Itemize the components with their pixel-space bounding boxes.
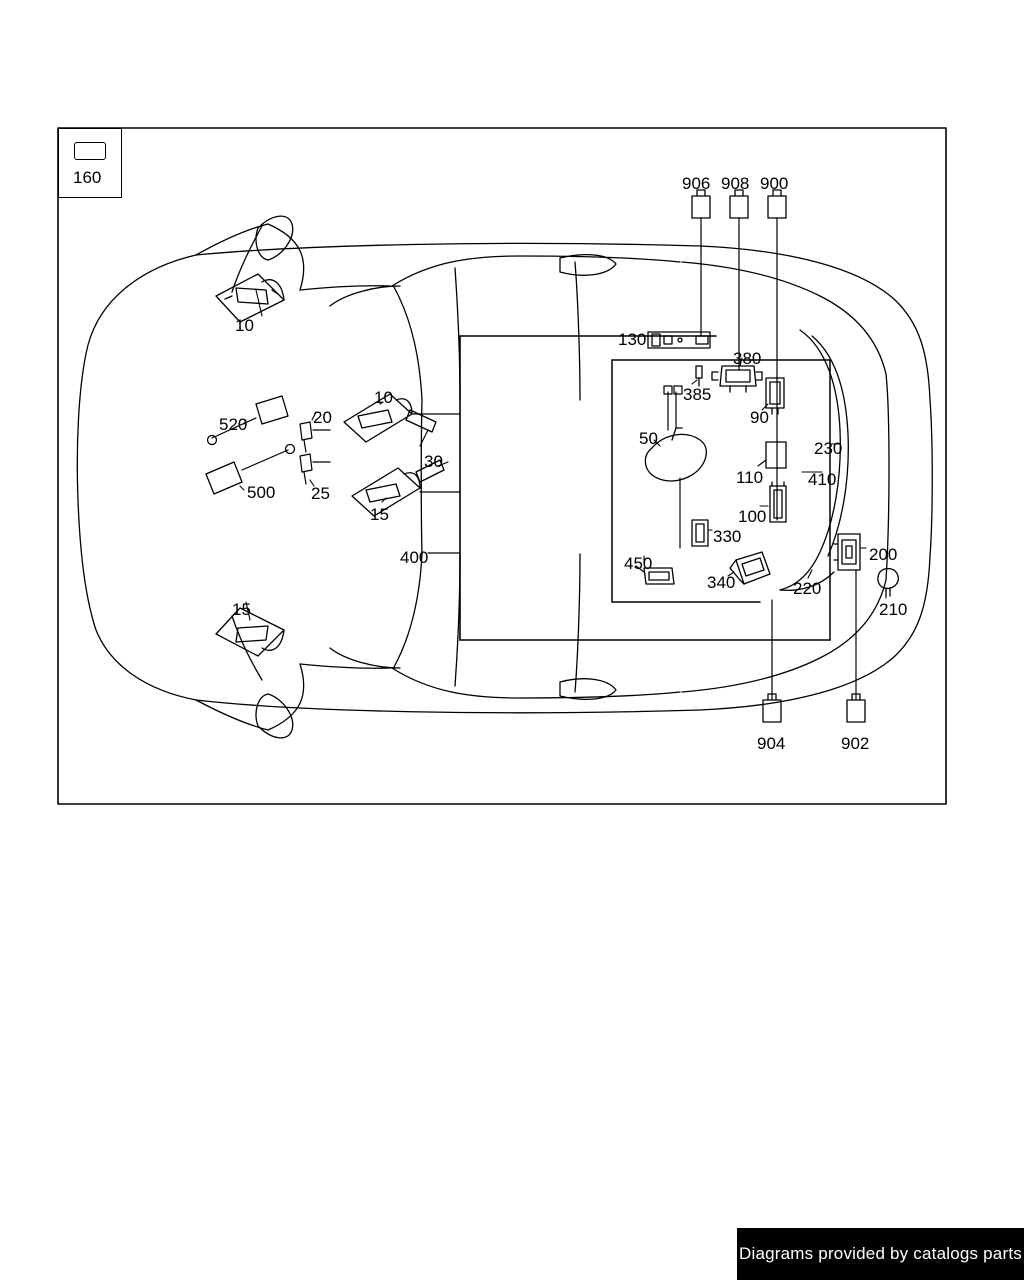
callout-90: 90: [750, 408, 769, 427]
callout-220: 220: [793, 579, 822, 598]
callout-20: 20: [313, 408, 332, 427]
callout-380: 380: [733, 349, 762, 368]
callout-30: 30: [424, 452, 443, 471]
callout-400: 400: [400, 548, 429, 567]
callout-100: 100: [738, 507, 767, 526]
callout-450: 450: [624, 554, 653, 573]
callout-906: 906: [682, 174, 711, 193]
callout-230: 230: [814, 439, 843, 458]
callout-130: 130: [618, 330, 647, 349]
callout-500: 500: [247, 483, 276, 502]
legend-box: [58, 128, 122, 198]
callout-210: 210: [879, 600, 908, 619]
legend-label: 160: [73, 168, 102, 187]
legend-part-swatch-icon: [74, 142, 106, 160]
callout-900: 900: [760, 174, 789, 193]
callout-904: 904: [757, 734, 786, 753]
callout-110: 110: [736, 468, 764, 487]
callout-50: 50: [639, 429, 658, 448]
callout-340: 340: [707, 573, 736, 592]
callout-330: 330: [713, 527, 742, 546]
callout-200: 200: [869, 545, 898, 564]
callout-15-mid: 15: [370, 505, 389, 524]
callout-15-rear: 15: [232, 600, 251, 619]
callout-10-front: 10: [235, 316, 254, 335]
callout-10-mid: 10: [374, 388, 393, 407]
callout-385: 385: [683, 385, 712, 404]
callout-520: 520: [219, 415, 248, 434]
callout-410: 410: [808, 470, 837, 489]
callout-908: 908: [721, 174, 750, 193]
callout-902: 902: [841, 734, 870, 753]
watermark-banner: Diagrams provided by catalogs parts: [737, 1228, 1024, 1280]
callout-25: 25: [311, 484, 330, 503]
